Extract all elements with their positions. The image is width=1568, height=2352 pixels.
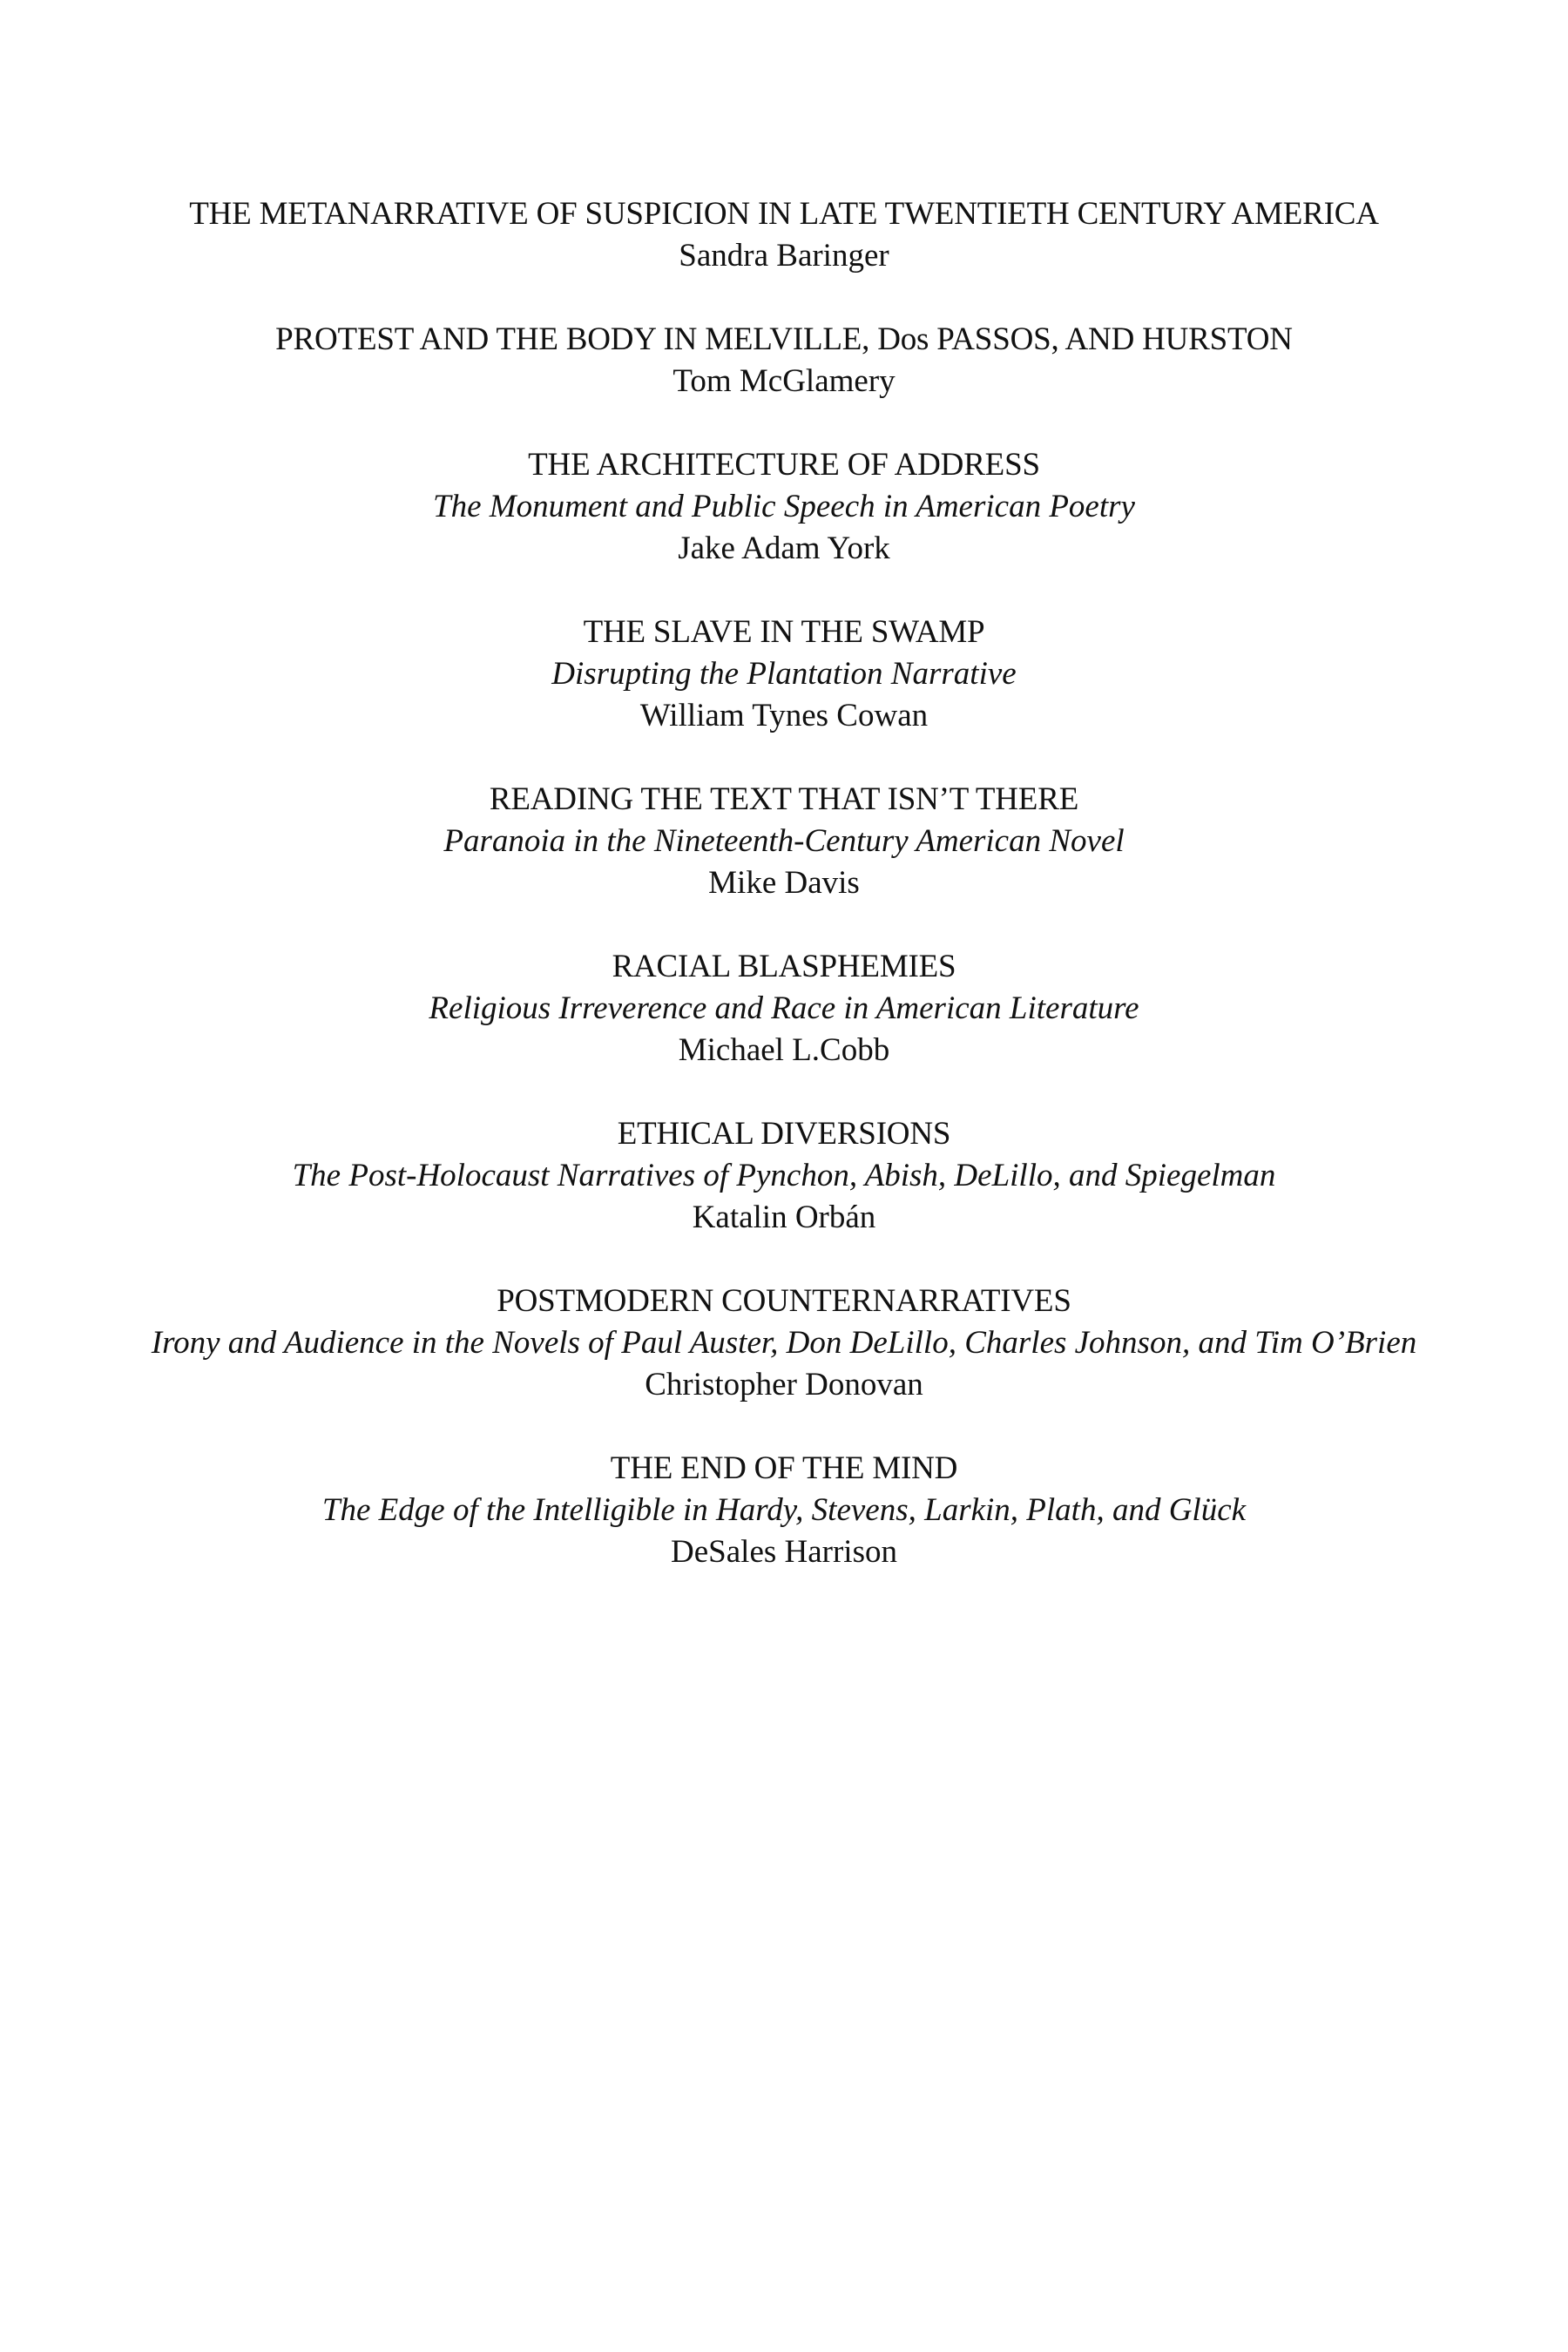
book-title: THE METANARRATIVE OF SUSPICION IN LATE TWENTIETH CENTURY AMERICA bbox=[189, 196, 1379, 232]
book-title: PROTEST AND THE BODY IN MELVILLE, Dos PASSOS, AND HURSTON bbox=[275, 321, 1293, 357]
book-entry bbox=[105, 612, 1463, 737]
book-subtitle: The Edge of the Intelligible in Hardy, Stevens, Larkin, Plath, and Glück bbox=[321, 1492, 1247, 1528]
book-author: Christopher Donovan bbox=[645, 1367, 923, 1402]
book-entry bbox=[105, 1448, 1463, 1573]
book-author: DeSales Harrison bbox=[671, 1534, 897, 1570]
book-subtitle: The Post-Holocaust Narratives of Pynchon, Abish, DeLillo, and Spiegelman bbox=[292, 1158, 1276, 1193]
book-author: Jake Adam York bbox=[678, 531, 890, 566]
book-subtitle: Disrupting the Plantation Narrative bbox=[551, 656, 1017, 692]
book-entry bbox=[105, 319, 1463, 402]
book-entry bbox=[105, 779, 1463, 904]
book-entry bbox=[105, 946, 1463, 1071]
book-title: ETHICAL DIVERSIONS bbox=[617, 1116, 951, 1152]
book-entry bbox=[105, 1113, 1463, 1239]
book-entry bbox=[105, 1281, 1463, 1406]
book-author: William Tynes Cowan bbox=[639, 698, 929, 733]
book-subtitle: Religious Irreverence and Race in American Literature bbox=[429, 990, 1139, 1026]
book-subtitle: The Monument and Public Speech in American Poetry bbox=[433, 489, 1135, 524]
book-title: THE END OF THE MIND bbox=[610, 1450, 958, 1486]
book-author: Sandra Baringer bbox=[679, 238, 889, 274]
book-title: READING THE TEXT THAT ISN’T THERE bbox=[489, 781, 1079, 817]
book-title: THE ARCHITECTURE OF ADDRESS bbox=[528, 447, 1040, 483]
book-entry bbox=[105, 193, 1463, 277]
book-title: THE SLAVE IN THE SWAMP bbox=[583, 614, 985, 650]
book-subtitle: Irony and Audience in the Novels of Paul Auster, Don DeLillo, Charles Johnson, and Tim O’Brien bbox=[151, 1325, 1417, 1361]
series-title-list bbox=[105, 193, 1463, 1615]
book-title: RACIAL BLASPHEMIES bbox=[612, 949, 956, 984]
book-subtitle: Paranoia in the Nineteenth-Century American Novel bbox=[443, 823, 1125, 859]
book-author: Katalin Orbán bbox=[692, 1200, 876, 1235]
book-author: Michael L.Cobb bbox=[678, 1032, 890, 1068]
book-entry bbox=[105, 444, 1463, 570]
book-author: Mike Davis bbox=[708, 865, 860, 901]
book-title: POSTMODERN COUNTERNARRATIVES bbox=[497, 1283, 1071, 1319]
book-author: Tom McGlamery bbox=[672, 363, 896, 399]
